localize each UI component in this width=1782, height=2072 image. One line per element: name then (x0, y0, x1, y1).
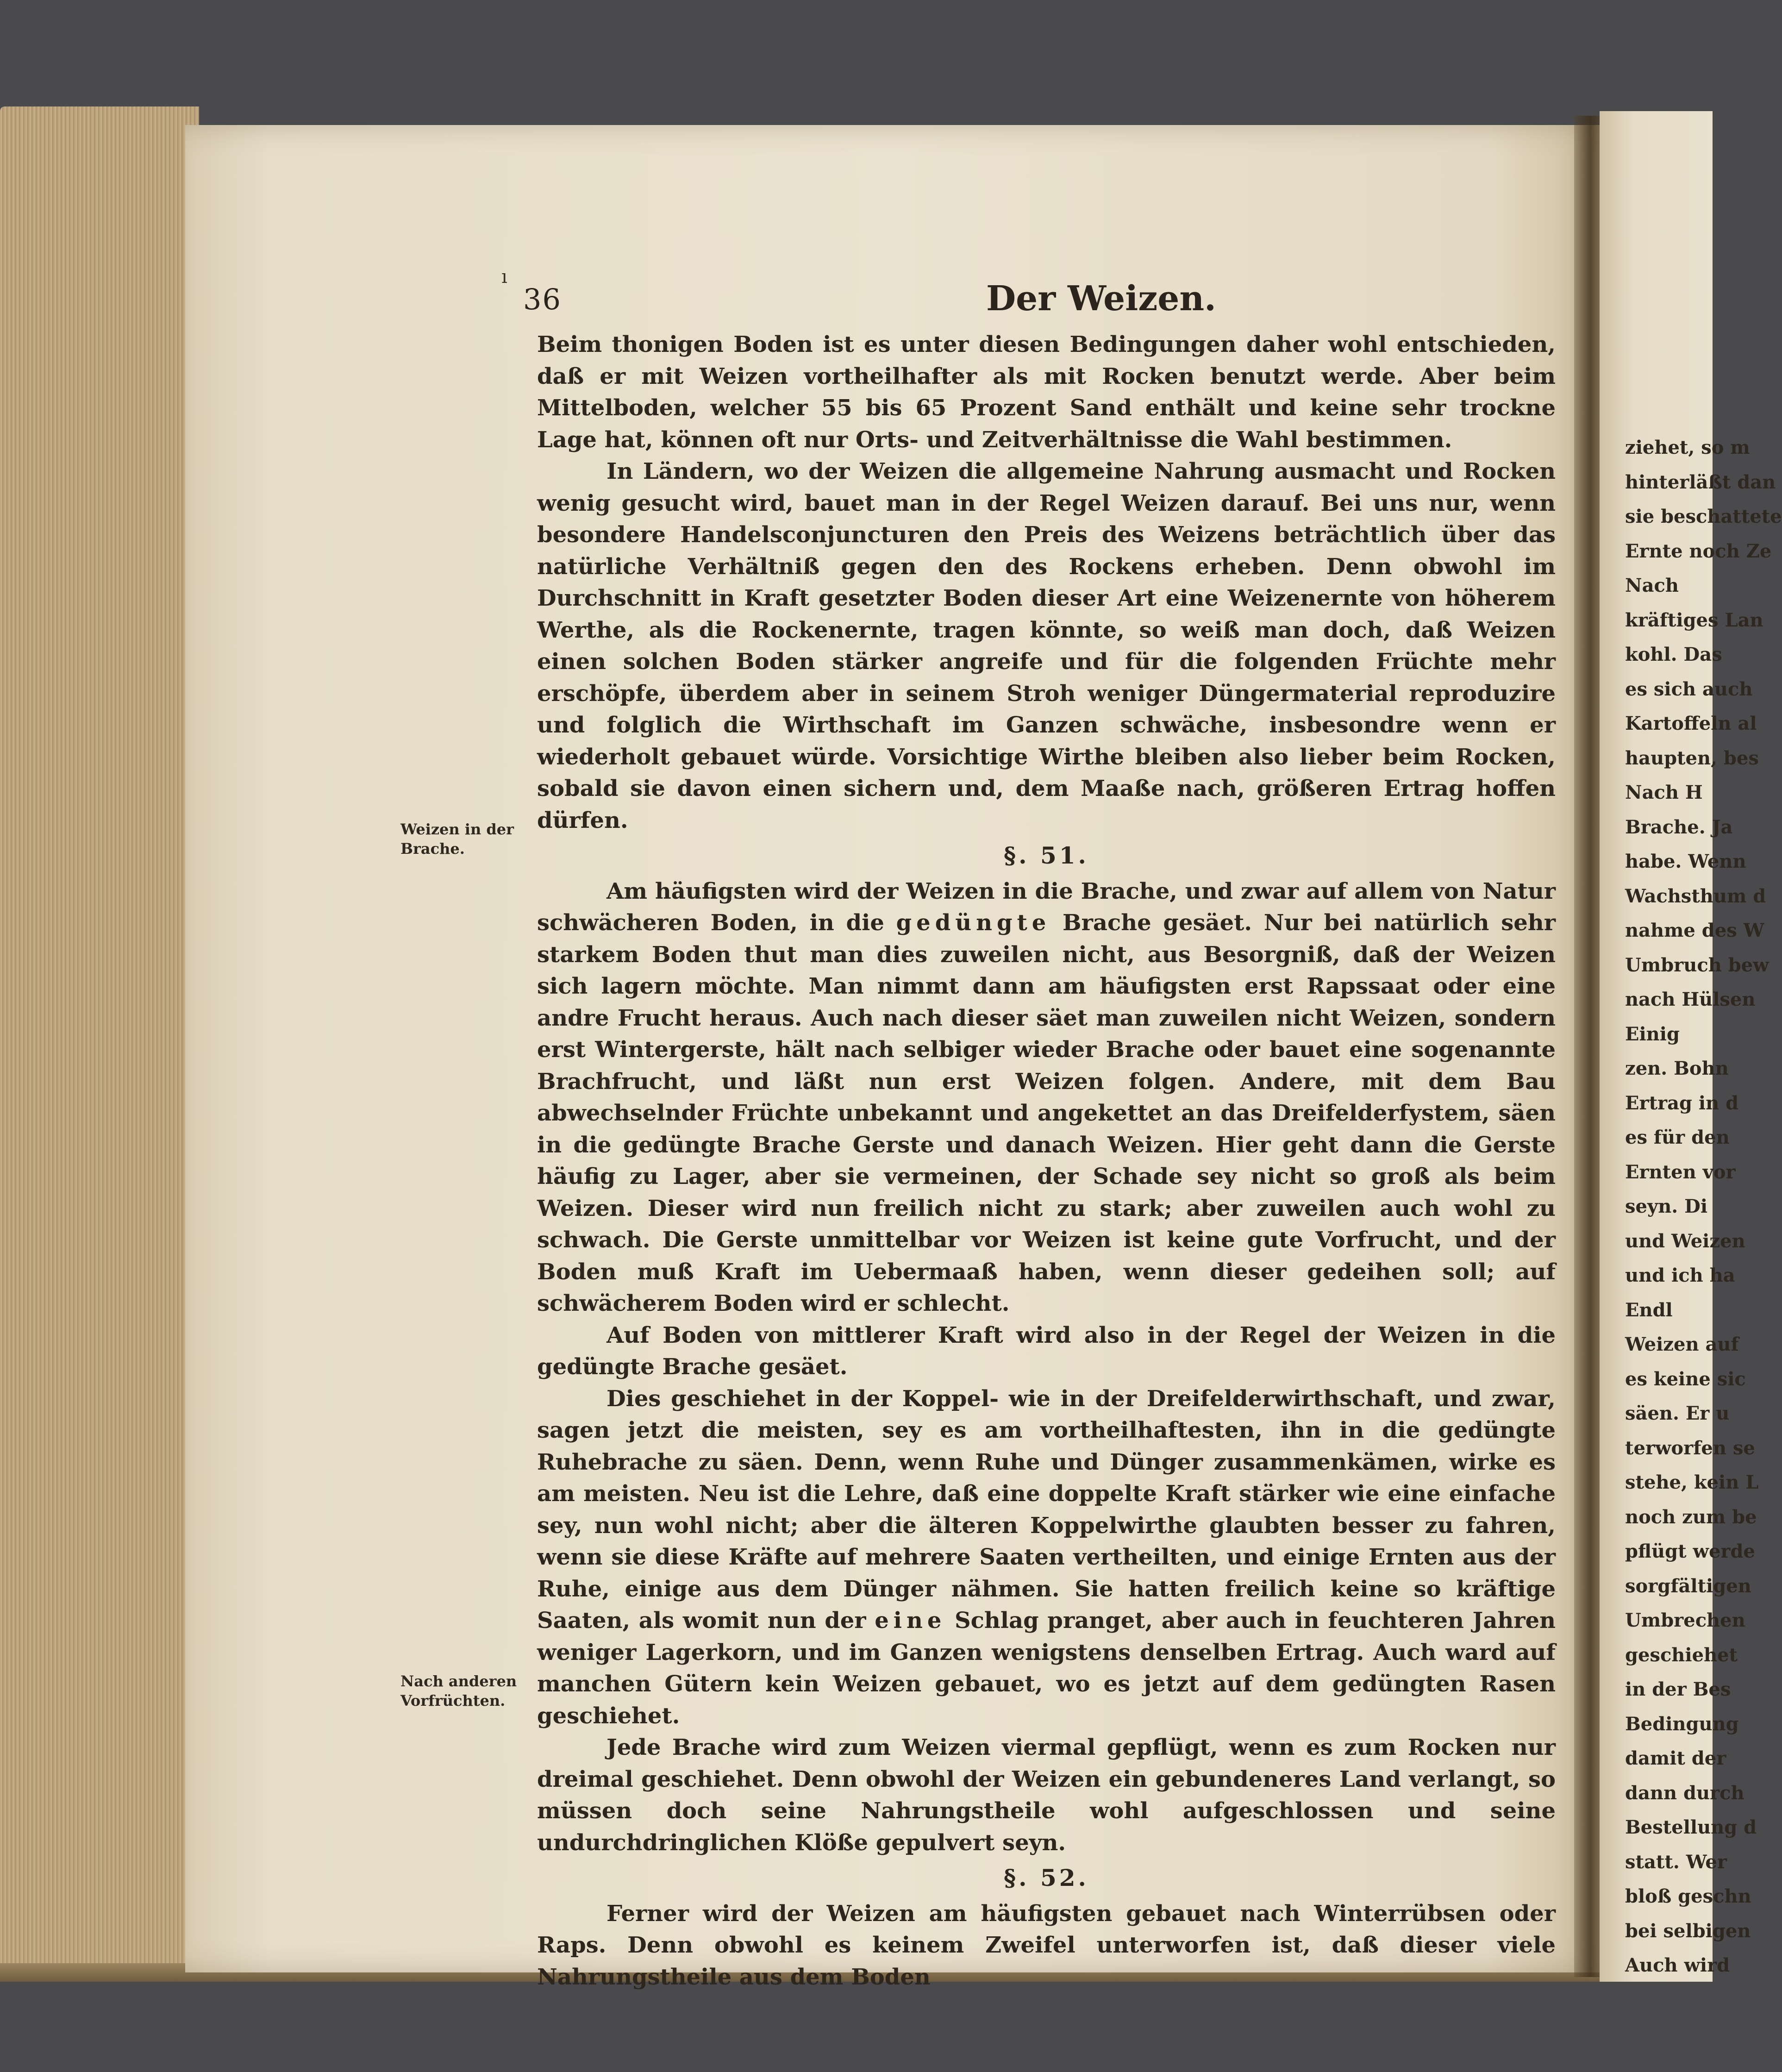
next-page-line: Endl (1625, 1299, 1673, 1321)
next-page-line: es für den (1625, 1127, 1730, 1148)
next-page-line: es sich auch (1625, 678, 1753, 700)
next-page-line: Nach (1625, 575, 1679, 596)
section-52-heading: §. 52. (1004, 1864, 1089, 1891)
next-page-line: damit der (1625, 1747, 1726, 1769)
next-page-line: dann durch (1625, 1782, 1744, 1804)
next-page-line: Umbrechen (1625, 1609, 1745, 1631)
next-page-line: seyn. Di (1625, 1196, 1708, 1217)
section-51-paragraph-1 (537, 876, 1556, 1320)
right-page-fragment (1600, 111, 1782, 1982)
next-page-line: sorgfältigen (1625, 1575, 1751, 1597)
next-page-line: pflügt werde (1625, 1540, 1755, 1562)
next-page-line: Ernte noch Ze (1625, 540, 1772, 562)
s51-p1-post: Brache gesäet. Nur bei natürlich sehr starkem Boden thut man dies zuweilen nicht, aus Besorgniß, daß der Weizen sich lagern möchte. Man nimmt dann am häufigsten erst Rapssaat oder eine andre Frucht heraus. Auch nach dieser säet man zuweilen nicht Weizen, sondern erst Wintergerste, hält nach selbiger wieder Brache oder bauet eine sogenannte Brachfrucht, und läßt nun erst Weizen folgen. Andere, mit dem Bau abwechselnder Früchte unbekannt und angekettet an das Dreifelderfystem, säen in die gedüngte Brache Gerste und danach Weizen. Hier geht dann die Gerste häufig zu Lager, aber sie vermeinen, der Schade sey nicht so groß als beim Weizen. Dieser wird nun freilich nicht zu stark; aber zuweilen auch wohl zu schwach. Die Gerste unmittelbar vor Weizen ist keine gute Vorfrucht, und der Boden muß Kraft im Uebermaaß haben, wenn dieser gedeihen soll; auf schwächerem Boden wird er schlecht. (537, 910, 1556, 1316)
next-page-line: terworfen se (1625, 1437, 1755, 1459)
next-page-line: Bestellung d (1625, 1816, 1757, 1838)
page-header (523, 279, 1588, 319)
section-51-heading: §. 51. (1004, 842, 1089, 869)
next-page-line: statt. Wer (1625, 1851, 1727, 1873)
s51-p1-pre: Am häufigsten wird der Weizen in die Brache, und zwar auf allem von Natur schwächeren Boden, in die (537, 878, 1556, 936)
s51-p1-emphasis: gedüngte (896, 910, 1051, 936)
next-page-line: und ich ha (1625, 1264, 1735, 1286)
paragraph-laendern: In Ländern, wo der Weizen die allgemeine Nahrung ausmacht und Rocken wenig gesucht wird, bauet man in der Regel Weizen darauf. Bei uns nur, wenn besondere Handelsconjuncturen den Preis des Weizens beträchtlich über das natürliche Verhältniß gegen den des Rockens erheben. Denn obwohl im Durchschnitt in Kraft gesetzter Boden dieser Art eine Weizenernte von höherem Werthe, als die Rockenernte, tragen könnte, so weiß man doch, daß Weizen einen solchen Boden stärker angreife und für die folgenden Früchte mehr erschöpfe, überdem aber in seinem Stroh weniger Düngermaterial reproduzire und folglich die Wirthschaft im Ganzen schwäche, insbesondre wenn er wiederholt gebauet würde. Vorsichtige Wirthe bleiben also lieber beim Rocken, sobald sie davon einen sichern und, dem Maaße nach, größeren Ertrag hoffen dürfen. (537, 458, 1556, 833)
page-number: 36 (523, 282, 562, 316)
margin-note-brache: Weizen in der Brache. (400, 820, 514, 858)
body-text (537, 329, 1556, 1993)
next-page-line: zen. Bohn (1625, 1058, 1729, 1079)
next-page-line: Nach H (1625, 782, 1703, 803)
next-page-line: nahme des W (1625, 920, 1764, 941)
next-page-line: es keine sic (1625, 1368, 1746, 1390)
s51-p3-pre: Dies geschiehet in der Koppel- wie in der Dreifelderwirthschaft, und zwar, sagen jetzt die meisten, sey es am vortheilhaftesten, ihn in die gedüngte Ruhebrache zu säen. Denn, wenn Ruhe und Dünger zusammenkämen, wirke es am meisten. Neu ist die Lehre, daß eine doppelte Kraft stärker wie eine einfache sey, nun wohl nicht; aber die älteren Koppelwirthe glaubten besser zu fahren, wenn sie diese Kräfte auf mehrere Saaten vertheilten, und einige Ernten aus der Ruhe, einige aus dem Dünger nähmen. Sie hatten freilich keine so kräftige Saaten, als womit nun der (537, 1385, 1556, 1634)
next-page-line: Ertrag in d (1625, 1092, 1739, 1114)
next-page-line: Brache. Ja (1625, 816, 1733, 838)
next-page-line: Umbruch bew (1625, 954, 1769, 976)
next-page-line: bei selbigen (1625, 1920, 1751, 1942)
next-page-line: bloß geschn (1625, 1885, 1751, 1907)
next-page-line: kohl. Das (1625, 644, 1722, 665)
next-page-line: noch zum be (1625, 1506, 1757, 1528)
margin-note-vorfruechte: Nach anderen Vorfrüchten. (400, 1672, 517, 1709)
next-page-line: Bedingung (1625, 1713, 1739, 1735)
next-page-line: Wachsthum d (1625, 885, 1766, 907)
next-page-line: ziehet, so m (1625, 437, 1750, 458)
paragraph-intro: Beim thonigen Boden ist es unter diesen Bedingungen daher wohl entschieden, daß er mit Weizen vortheilhafter als mit Rocken benutzt werde. Aber beim Mittelboden, welcher 55 bis 65 Prozent Sand enthält und keine sehr trockne Lage hat, können oft nur Orts- und Zeitverhältnisse die Wahl bestimmen. (537, 332, 1556, 453)
next-page-line: haupten, bes (1625, 747, 1759, 769)
next-page-line: geschiehet (1625, 1644, 1738, 1666)
next-page-line: Ernten vor (1625, 1161, 1736, 1183)
next-page-line: nach Hülsen (1625, 989, 1756, 1010)
next-page-line: hinterläßt dan (1625, 471, 1776, 493)
section-52-paragraph-1: Ferner wird der Weizen am häufigsten gebauet nach Winterrübsen oder Raps. Denn obwohl es keinem Zweifel unterworfen ist, daß dieser viele Nahrungstheile aus dem Boden (537, 1900, 1556, 1990)
next-page-line: habe. Wenn (1625, 851, 1746, 872)
next-page-line: Einig (1625, 1023, 1680, 1045)
s51-p3-post: Schlag pranget, aber auch in feuchteren Jahren weniger Lagerkorn, und im Ganzen wenigstens denselben Ertrag. Auch ward auf manchen Gütern kein Weizen gebauet, wo es jetzt auf dem gedüngten Rasen geschiehet. (537, 1608, 1556, 1729)
next-page-line: sie beschattete (1625, 506, 1782, 527)
s51-p3-emphasis: eine (875, 1608, 946, 1634)
section-51-paragraph-4: Jede Brache wird zum Weizen viermal gepflügt, wenn es zum Rocken nur dreimal geschiehet. Denn obwohl der Weizen ein gebundeneres Land verlangt, so müssen doch seine Nahrungstheile wohl aufgeschlossen und seine undurchdringlichen Klöße gepulvert seyn. (537, 1734, 1556, 1856)
section-51-paragraph-2: Auf Boden von mittlerer Kraft wird also in der Regel der Weizen in die gedüngte Brache gesäet. (537, 1322, 1556, 1380)
book-fore-edge (0, 106, 199, 1977)
next-page-line: kräftiges Lan (1625, 609, 1763, 631)
next-page-lines (1625, 431, 1782, 1983)
next-page-line: und Weizen (1625, 1230, 1745, 1252)
next-page-line: Kartoffeln al (1625, 713, 1757, 734)
ornament-mark: ı (501, 266, 507, 288)
next-page-line: stehe, kein L (1625, 1471, 1759, 1493)
next-page-line: Weizen auf (1625, 1333, 1739, 1355)
next-page-line: säen. Er u (1625, 1402, 1730, 1424)
section-51-paragraph-3 (537, 1383, 1556, 1732)
running-title: Der Weizen. (986, 279, 1216, 319)
next-page-line: Auch wird (1625, 1954, 1730, 1976)
next-page-line: in der Bes (1625, 1678, 1731, 1700)
